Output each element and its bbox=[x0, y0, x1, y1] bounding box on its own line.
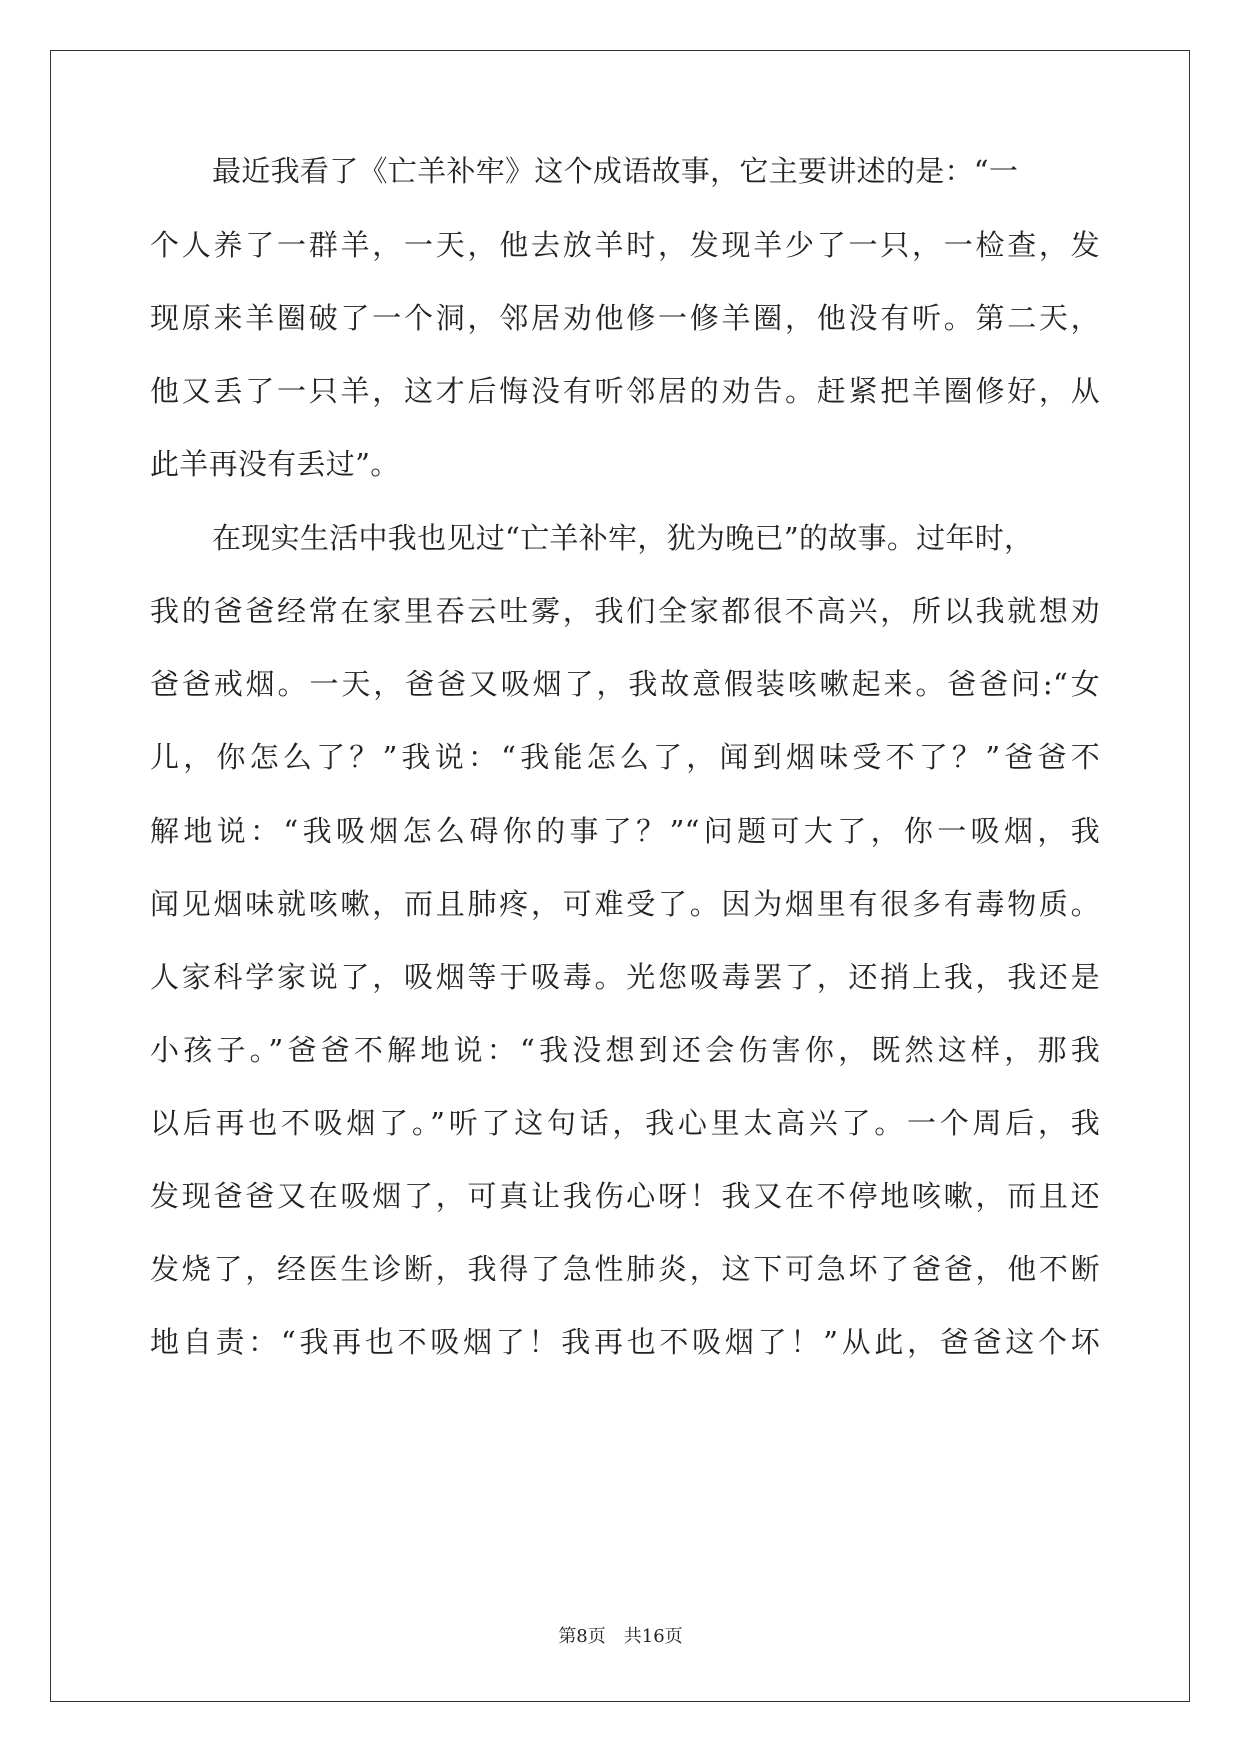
paragraph-2-line-3: 爸爸戒烟。一天，爸爸又吸烟了，我故意假装咳嗽起来。爸爸问:“女 bbox=[150, 667, 1100, 701]
paragraph-2-line-2: 我的爸爸经常在家里吞云吐雾，我们全家都很不高兴，所以我就想劝 bbox=[150, 594, 1100, 628]
paragraph-2-line-7: 人家科学家说了，吸烟等于吸毒。光您吸毒罢了，还捎上我，我还是 bbox=[150, 960, 1100, 994]
page-number-footer: 第8页 共16页 bbox=[558, 1626, 683, 1647]
paragraph-2-line-4: 儿，你怎么了？”我说：“我能怎么了，闻到烟味受不了？”爸爸不 bbox=[150, 740, 1100, 774]
paragraph-2-line-6: 闻见烟味就咳嗽，而且肺疼，可难受了。因为烟里有很多有毒物质。 bbox=[150, 887, 1100, 921]
paragraph-1-line-3: 现原来羊圈破了一个洞，邻居劝他修一修羊圈，他没有听。第二天， bbox=[150, 301, 1100, 335]
paragraph-2-line-5: 解地说：“我吸烟怎么碍你的事了？”“问题可大了，你一吸烟，我 bbox=[150, 814, 1100, 848]
paragraph-2-line-10: 发现爸爸又在吸烟了，可真让我伤心呀！我又在不停地咳嗽，而且还 bbox=[150, 1179, 1100, 1213]
paragraph-2-line-11: 发烧了，经医生诊断，我得了急性肺炎，这下可急坏了爸爸，他不断 bbox=[150, 1252, 1100, 1286]
paragraph-2-line-12: 地自责：“我再也不吸烟了！我再也不吸烟了！”从此，爸爸这个坏 bbox=[150, 1325, 1100, 1359]
paragraph-1-line-4: 他又丢了一只羊，这才后悔没有听邻居的劝告。赶紧把羊圈修好，从 bbox=[150, 374, 1100, 408]
paragraph-1-line-5: 此羊再没有丢过”。 bbox=[150, 447, 400, 481]
paragraph-1-line-1: 最近我看了《亡羊补牢》这个成语故事，它主要讲述的是：“一 bbox=[212, 154, 1019, 188]
paragraph-2-line-8: 小孩子。”爸爸不解地说：“我没想到还会伤害你，既然这样，那我 bbox=[150, 1033, 1100, 1067]
paragraph-1-line-2: 个人养了一群羊，一天，他去放羊时，发现羊少了一只，一检查，发 bbox=[150, 228, 1100, 262]
paragraph-2-line-1: 在现实生活中我也见过“亡羊补牢，犹为晚已”的故事。过年时， bbox=[212, 521, 1034, 555]
paragraph-2-line-9: 以后再也不吸烟了。”听了这句话，我心里太高兴了。一个周后，我 bbox=[150, 1106, 1100, 1140]
